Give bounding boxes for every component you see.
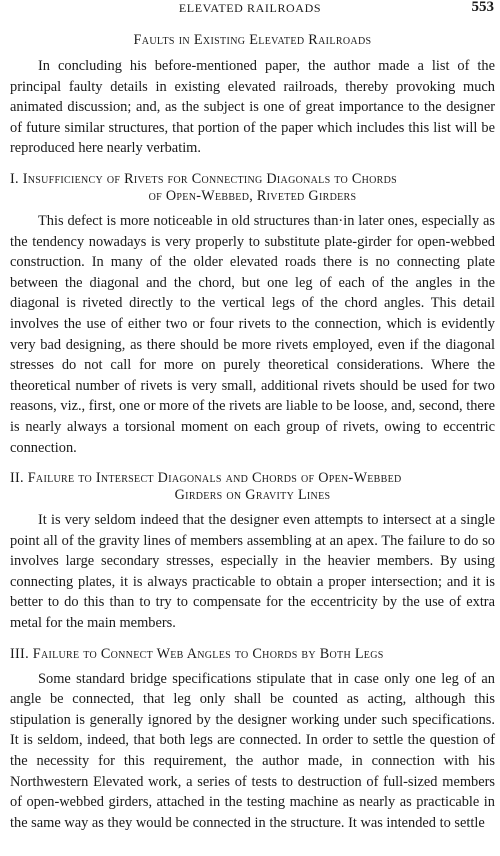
spacer bbox=[10, 458, 495, 470]
page-number: 553 bbox=[471, 0, 494, 15]
section-heading-3-line1: III. Failure to Connect Web Angles to Chords by Both Legs bbox=[10, 645, 384, 662]
section-heading-2-line2: Girders on Gravity Lines bbox=[174, 487, 331, 504]
chapter-heading: Faults in Existing Elevated Railroads bbox=[133, 32, 372, 48]
spacer bbox=[10, 159, 495, 171]
spacer bbox=[10, 634, 495, 646]
section-3-paragraph: Some standard bridge specifications stipulate that in case only one leg of an angle be connected, that leg only shall be counted as acting, although this stipulation is generally ignored by the designer working under such specifications. It is seldom, indeed, that both legs are connected. In order to settle the question of the necessity for this requirement, the author made, in connection with his Northwestern Elevated work, a series of tests to destruction of full-sized members of open-webbed girders, attached in the testing machine as nearly as practicable in the same way as they would be connected in the structure. It was intended to settle bbox=[10, 670, 495, 831]
page-body bbox=[10, 30, 495, 833]
section-heading-2-line1: II. Failure to Intersect Diagonals and Chords of Open-Webbed bbox=[10, 470, 402, 487]
section-heading-3 bbox=[10, 646, 495, 663]
section-heading-1-line2: of Open-Webbed, Riveted Girders bbox=[148, 187, 357, 204]
section-heading-1 bbox=[10, 171, 495, 205]
intro-paragraph: In concluding his before-mentioned paper, the author made a list of the principal faulty details in existing elevated railroads, thereby provoking much animated discussion; and, as the subject is one of great importance to the designer of future similar structures, that portion of the paper which includes this list will be reproduced here nearly verbatim. bbox=[10, 58, 495, 157]
section-heading-2 bbox=[10, 470, 495, 504]
running-header bbox=[0, 0, 500, 20]
section-heading-1-line1: I. Insufficiency of Rivets for Connecting Diagonals to Chords bbox=[10, 170, 398, 187]
section-2-paragraph: It is very seldom indeed that the designer even attempts to intersect at a single point all of the gravity lines of members assembling at an apex. The failure to do so involves large secondary stresses, especially in the heavier members. By using connecting plates, it is always practicable to obtain a proper intersection; and it is better to do this than to try to compensate for the eccentricity by the use of extra metal for the main members. bbox=[10, 512, 495, 632]
running-title: ELEVATED RAILROADS bbox=[178, 1, 322, 15]
section-1-paragraph: This defect is more noticeable in old structures than·in later ones, especially as the tendency nowadays is very properly to substitute plate-girder for open-webbed construction. In many of the older elevated roads there is no connecting plate between the diagonal and the chord, but one leg of each of the angles in the diagonal is riveted directly to the vertical legs of the chord angles. This detail involves the use of either two or four rivets to the connection, which is evidently very bad designing, as there should be more rivets employed, even if the diagonal stresses do not call for more on purely theoretical considerations. Where the theoretical number of rivets is very small, additional rivets should be used for two reasons, viz., first, one or more of the rivets are liable to be loose, and, second, there is nearly always a torsional moment on each group of rivets, owing to eccentric connection. bbox=[10, 212, 495, 456]
